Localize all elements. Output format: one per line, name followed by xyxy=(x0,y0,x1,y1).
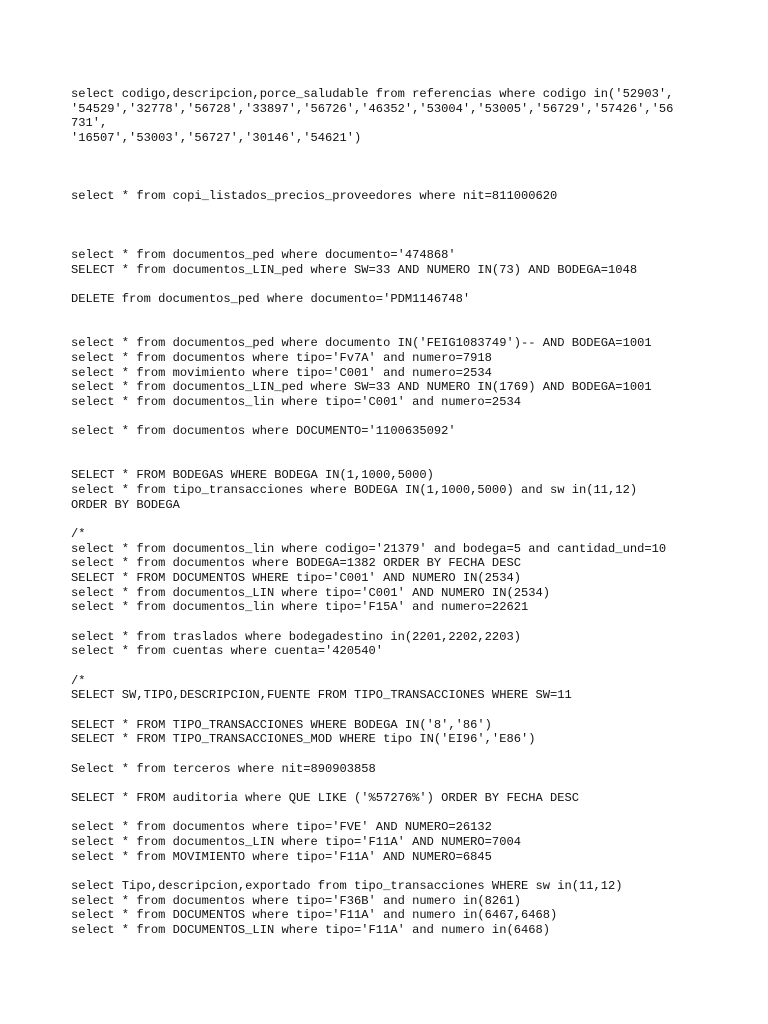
text-line: select * from documentos_LIN where tipo='C001' AND NUMERO IN(2534) xyxy=(71,586,550,600)
text-line: select * from traslados where bodegadestino in(2201,2202,2203) xyxy=(71,630,521,644)
text-line: select * from movimiento where tipo='C001' and numero=2534 xyxy=(71,366,492,380)
text-line: 731', xyxy=(71,116,108,130)
text-line: select * from copi_listados_precios_proveedores where nit=811000620 xyxy=(71,189,558,203)
text-line: select * from documentos_LIN where tipo='F11A' AND NUMERO=7004 xyxy=(71,835,521,849)
text-line: select * from documentos where tipo='FVE' AND NUMERO=26132 xyxy=(71,820,492,834)
text-line: select * from DOCUMENTOS where tipo='F11A' and numero in(6467,6468) xyxy=(71,908,558,922)
text-line: SELECT * from documentos_LIN_ped where SW=33 AND NUMERO IN(73) AND BODEGA=1048 xyxy=(71,263,638,277)
text-line: /* xyxy=(71,674,86,688)
text-line: select * from cuentas where cuenta='420540' xyxy=(71,644,384,658)
text-line: DELETE from documentos_ped where documento='PDM1146748' xyxy=(71,292,471,306)
text-line: '54529','32778','56728','33897','56726','46352','53004','53005','56729','57426','56 xyxy=(71,102,674,116)
text-line: SELECT * FROM TIPO_TRANSACCIONES WHERE BODEGA IN('8','86') xyxy=(71,718,492,732)
text-line: select * from documentos_ped where documento IN('FEIG1083749')-- AND BODEGA=1001 xyxy=(71,336,652,350)
text-line: SELECT * FROM BODEGAS WHERE BODEGA IN(1,1000,5000) xyxy=(71,468,434,482)
text-line: select * from documentos where tipo='F36B' and numero in(8261) xyxy=(71,894,521,908)
text-line: select * from documentos where BODEGA=1382 ORDER BY FECHA DESC xyxy=(71,556,521,570)
text-line: select * from documentos_ped where documento='474868' xyxy=(71,248,456,262)
text-line: select * from documentos_lin where tipo='C001' and numero=2534 xyxy=(71,395,521,409)
text-line: select * from tipo_transacciones where BODEGA IN(1,1000,5000) and sw in(11,12) xyxy=(71,483,638,497)
text-line: select codigo,descripcion,porce_saludable from referencias where codigo in('52903', xyxy=(71,87,674,101)
text-line: select * from documentos_lin where tipo='F15A' and numero=22621 xyxy=(71,600,529,614)
text-line: SELECT SW,TIPO,DESCRIPCION,FUENTE FROM TIPO_TRANSACCIONES WHERE SW=11 xyxy=(71,688,572,702)
text-line: SELECT * FROM DOCUMENTOS WHERE tipo='C001' AND NUMERO IN(2534) xyxy=(71,571,521,585)
text-line: select * from documentos where DOCUMENTO='1100635092' xyxy=(71,424,456,438)
text-line: select * from documentos_lin where codigo='21379' and bodega=5 and cantidad_und=10 xyxy=(71,542,667,556)
text-line: '16507','53003','56727','30146','54621') xyxy=(71,131,362,145)
text-line: select Tipo,descripcion,exportado from tipo_transacciones WHERE sw in(11,12) xyxy=(71,879,623,893)
text-line: Select * from terceros where nit=890903858 xyxy=(71,762,376,776)
text-line: select * from MOVIMIENTO where tipo='F11A' AND NUMERO=6845 xyxy=(71,850,492,864)
text-line: /* xyxy=(71,527,86,541)
text-line: select * from documentos where tipo='Fv7A' and numero=7918 xyxy=(71,351,492,365)
text-line: SELECT * FROM TIPO_TRANSACCIONES_MOD WHERE tipo IN('EI96','E86') xyxy=(71,732,536,746)
text-line: select * from DOCUMENTOS_LIN where tipo='F11A' and numero in(6468) xyxy=(71,923,550,937)
text-line: SELECT * FROM auditoria where QUE LIKE ('%57276%') ORDER BY FECHA DESC xyxy=(71,791,580,805)
text-line: ORDER BY BODEGA xyxy=(71,498,180,512)
text-line: select * from documentos_LIN_ped where SW=33 AND NUMERO IN(1769) AND BODEGA=1001 xyxy=(71,380,652,394)
